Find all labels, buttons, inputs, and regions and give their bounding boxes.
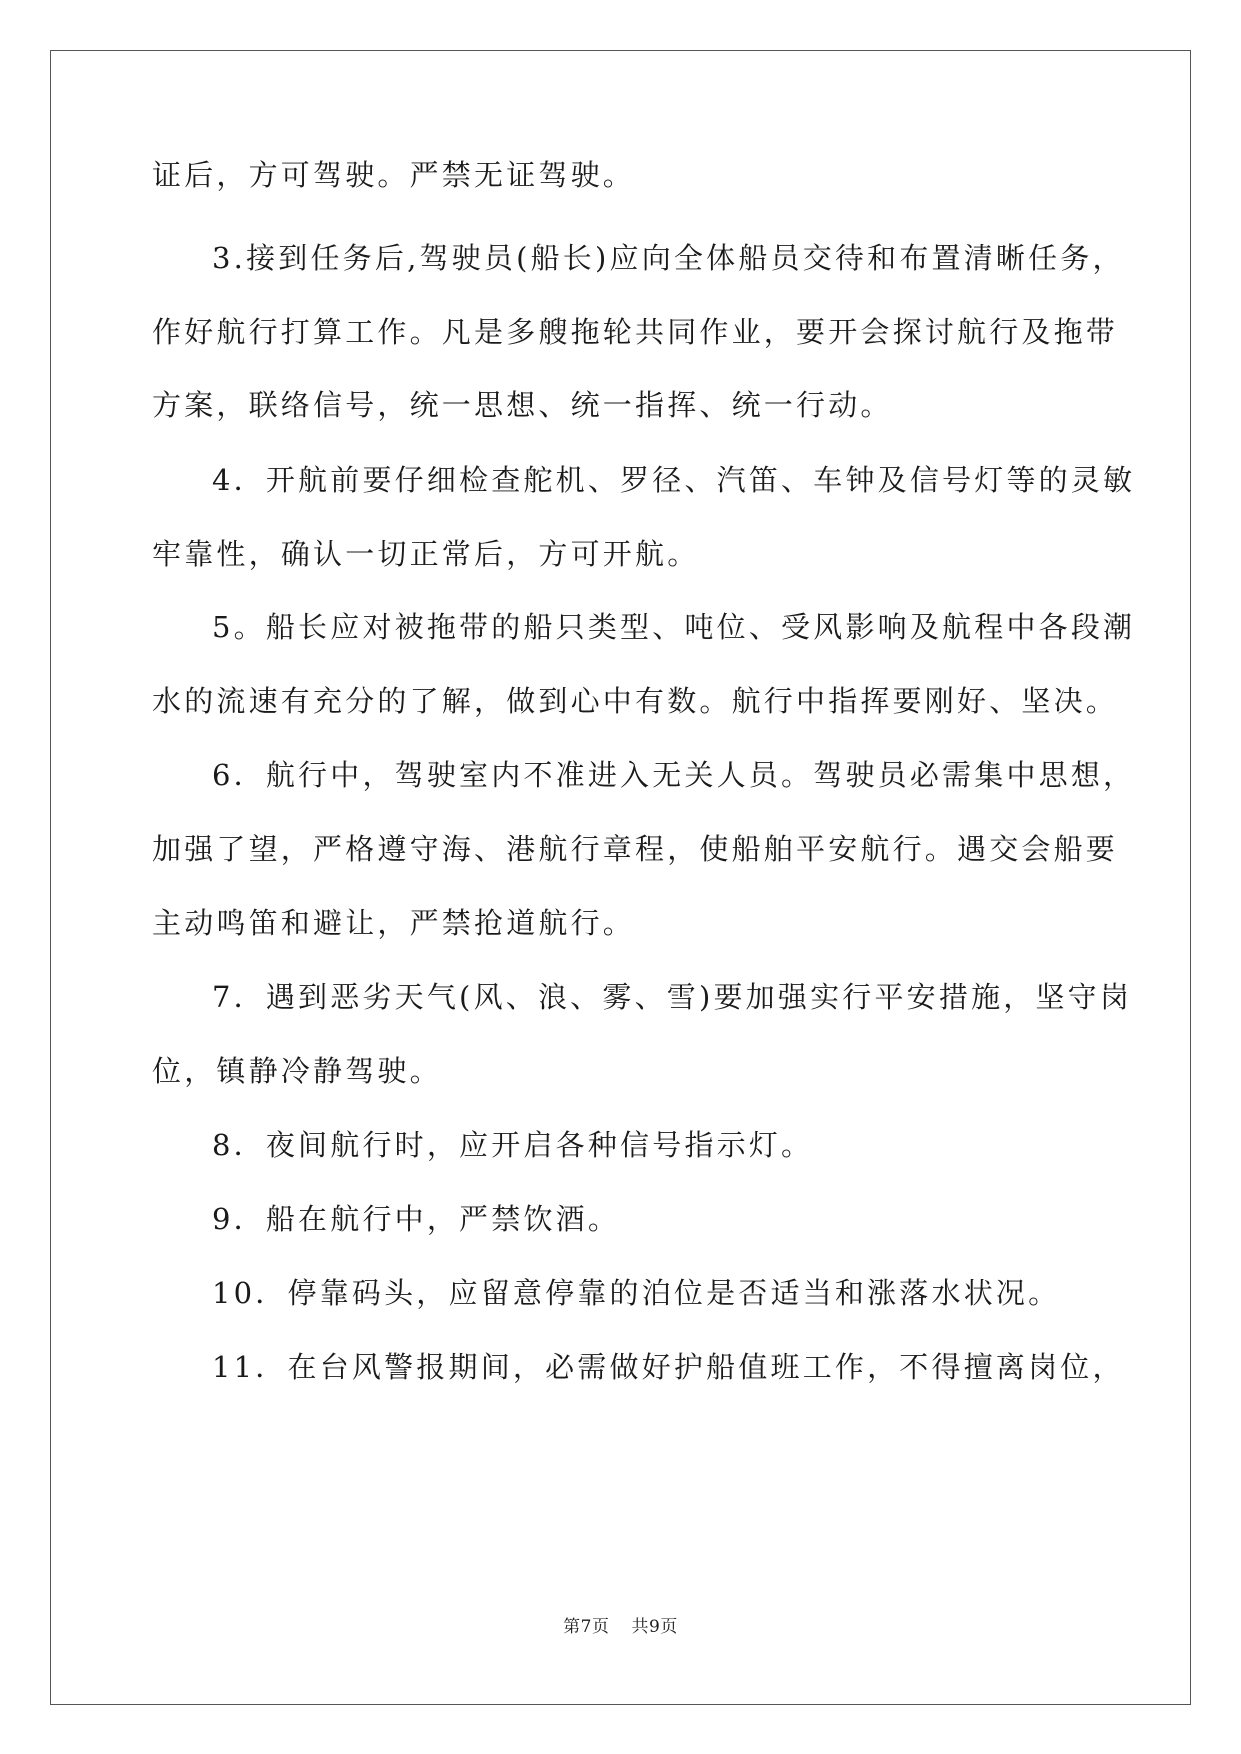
text-line: 3.接到任务后,驾驶员(船长)应向全体船员交待和布置清晰任务， [212, 241, 1125, 275]
text-line: 6．航行中，驾驶室内不准进入无关人员。驾驶员必需集中思想， [212, 758, 1136, 792]
page-number: 第7页 [563, 1617, 610, 1637]
text-line: 7．遇到恶劣天气(风、浪、雾、雪)要加强实行平安措施，坚守岗 [212, 980, 1133, 1014]
page-footer [0, 1612, 1241, 1637]
text-line: 10．停靠码头，应留意停靠的泊位是否适当和涨落水状况。 [212, 1276, 1061, 1310]
text-line: 加强了望，严格遵守海、港航行章程，使船舶平安航行。遇交会船要 [152, 832, 1119, 866]
page-total: 共9页 [631, 1617, 678, 1637]
text-line: 9．船在航行中，严禁饮酒。 [212, 1202, 621, 1236]
text-line: 5。船长应对被拖带的船只类型、吨位、受风影响及航程中各段潮 [212, 610, 1136, 644]
text-line: 8．夜间航行时，应开启各种信号指示灯。 [212, 1128, 814, 1162]
text-line: 主动鸣笛和避让，严禁抢道航行。 [152, 906, 636, 940]
text-line: 作好航行打算工作。凡是多艘拖轮共同作业，要开会探讨航行及拖带 [152, 315, 1119, 349]
text-line: 证后，方可驾驶。严禁无证驾驶。 [152, 158, 636, 192]
text-line: 位，镇静冷静驾驶。 [152, 1054, 442, 1088]
text-line: 11．在台风警报期间，必需做好护船值班工作，不得擅离岗位， [212, 1350, 1125, 1384]
text-line: 水的流速有充分的了解，做到心中有数。航行中指挥要刚好、坚决。 [152, 684, 1119, 718]
page-border [50, 50, 1191, 1705]
text-line: 4．开航前要仔细检查舵机、罗径、汽笛、车钟及信号灯等的灵敏 [212, 463, 1136, 497]
text-line: 牢靠性，确认一切正常后，方可开航。 [152, 537, 700, 571]
text-line: 方案，联络信号，统一思想、统一指挥、统一行动。 [152, 388, 893, 422]
